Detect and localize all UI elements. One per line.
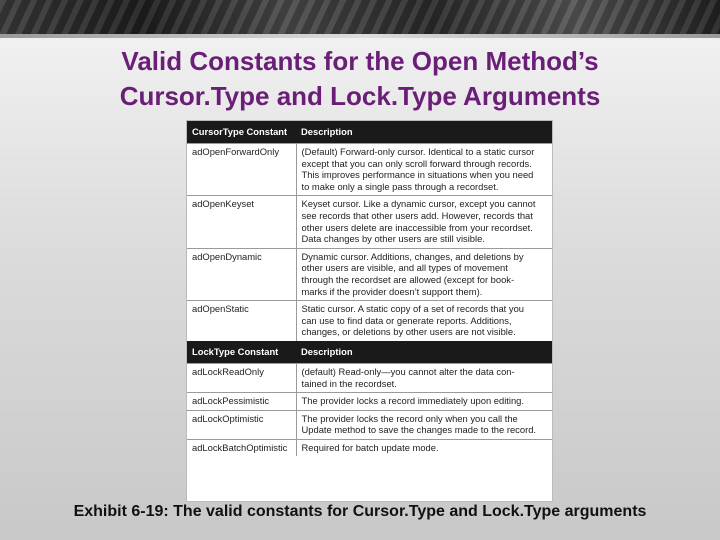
table-row [187,144,552,196]
description-cell: Static cursor. A static copy of a set of records that you can use to find data or generate reports. Additions, changes, or deletions by other users are not visible. [296,301,552,341]
constant-cell: adOpenDynamic [187,248,296,300]
lock-constant-header: LockType Constant [187,341,296,364]
description-cell: (default) Read-only—you cannot alter the data con- tained in the recordset. [296,363,552,392]
description-cell: Keyset cursor. Like a dynamic cursor, except you cannot see records that other users add. However, records that other users delete are inaccessible from your recordset. Data changes by other users are still visible. [296,196,552,248]
lock-header-row [187,341,552,364]
cursor-header-row [187,121,552,144]
constant-cell: adLockPessimistic [187,393,296,411]
table-row [187,196,552,248]
header-band [0,0,720,34]
table-row [187,301,552,341]
slide-title-line-2: Cursor.Type and Lock.Type Arguments [119,81,601,111]
table-row [187,439,552,456]
table-row [187,248,552,300]
header-rule [0,34,720,38]
cursor-constant-header: CursorType Constant [187,121,296,144]
description-cell: The provider locks the record only when you call the Update method to save the changes made to the record. [296,410,552,439]
exhibit-caption: Exhibit 6-19: The valid constants for Cursor.Type and Lock.Type arguments [73,503,647,520]
lock-description-header: Description [296,341,552,364]
table-row [187,363,552,392]
slide-title [40,44,680,114]
constant-cell: adLockOptimistic [187,410,296,439]
description-cell: Dynamic cursor. Additions, changes, and deletions by other users are visible, and all types of movement through the recordset are allowed (except for book- marks if the provider doesn’t support them). [296,248,552,300]
description-cell: (Default) Forward-only cursor. Identical to a static cursor except that you can only scroll forward through records. This improves performance in situations when you need to make only a single pass through a recordset. [296,144,552,196]
cursor-description-header: Description [296,121,552,144]
table-row [187,393,552,411]
constant-cell: adOpenForwardOnly [187,144,296,196]
table-row [187,410,552,439]
constant-cell: adOpenStatic [187,301,296,341]
description-cell: The provider locks a record immediately upon editing. [296,393,552,411]
constant-cell: adOpenKeyset [187,196,296,248]
description-cell: Required for batch update mode. [296,439,552,456]
slide-title-line-1: Valid Constants for the Open Method’s [121,46,599,76]
constants-table [186,120,553,502]
constant-cell: adLockBatchOptimistic [187,439,296,456]
constant-cell: adLockReadOnly [187,363,296,392]
